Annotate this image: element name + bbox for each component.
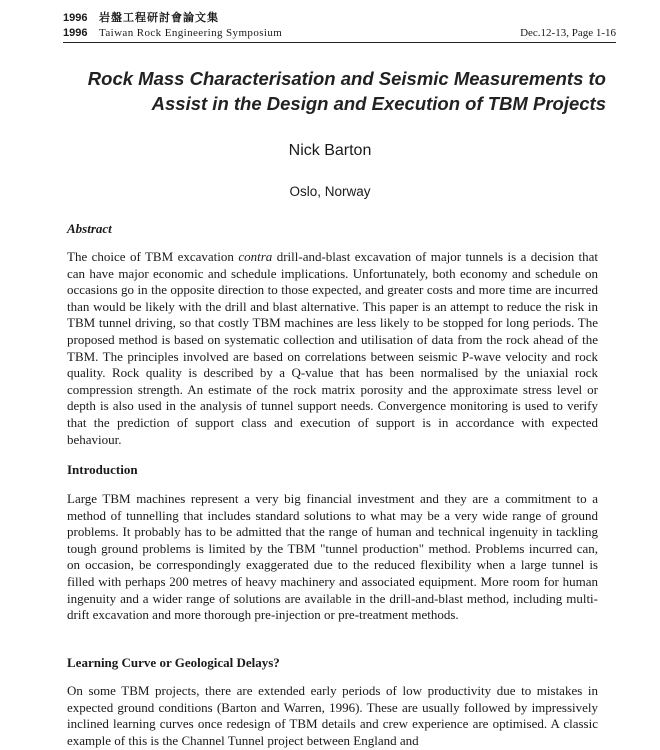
paper-title-line-1: Rock Mass Characterisation and Seismic Measurements to: [87, 68, 606, 89]
abstract-heading: Abstract: [67, 221, 112, 236]
paper-title: [40, 66, 606, 116]
abstract-text-rest: drill-and-blast excavation of major tunnels is a decision that can have major economic and schedule implications. Unfortunately, both economy and schedule on occasions go in the opposite direction to those expected, and greater costs and more time are incurred than would be likely with the drill and blast alternative. This paper is an attempt to reduce the risk in TBM tunnel driving, so that costly TBM machines are less likely to be stopped for long periods. The proposed method is based on systematic collection and utilisation of data from the rock ahead of the TBM. The principles involved are based on correlations between seismic P-wave velocity and rock quality. Rock quality is described by a Q-value that has been normalised by the uniaxial rock compression strength. An estimate of the rock matrix porosity and the approximate stress level or depth is also used in the analysis of tunnel support needs. Convergence monitoring is used to verify that the prediction of support class and execution of support is in accordance with expected behaviour.: [67, 249, 598, 447]
learning-curve-text: On some TBM projects, there are extended early periods of low productivity due to mistakes in expected ground conditions (Barton and Warren, 1996). These are usually followed by impressively inclined learning curves once redesign of TBM details and crew experience are optimised. A classic example of this is the Channel Tunnel project between England and: [67, 683, 598, 748]
abstract-text: [67, 249, 598, 448]
header-row-chinese: [63, 11, 616, 26]
introduction-text: Large TBM machines represent a very big financial investment and they are a commitment to a method of tunnelling that includes standard solutions to what may be a very wide range of ground problems. It probably has to be admitted that the range of human and technical ingenuity in tackling tough ground problems is limited by the TBM "tunnel production" method. Problems incurred can, on occasion, be correspondingly exaggerated due to the reduced flexibility when a large tunnel is filled with perhaps 200 metres of heavy machinery and associated equipment. More room for human ingenuity and a wider range of solutions are available in the drill-and-blast method, including multi-drift excavation and more thorough pre-injection or pre-treatment methods.: [67, 491, 598, 623]
paper-affiliation: Oslo, Norway: [289, 184, 371, 199]
header-chinese-title: 岩盤工程研討會論文集: [99, 12, 219, 24]
introduction-heading: Introduction: [67, 462, 138, 477]
abstract-italic-word: contra: [238, 249, 273, 264]
page-header: [63, 11, 616, 43]
abstract-text-start: The choice of TBM excavation: [67, 249, 239, 264]
paper-author: Nick Barton: [288, 142, 372, 159]
header-symposium: Taiwan Rock Engineering Symposium: [99, 27, 283, 39]
header-page-ref: Dec.12-13, Page 1-16: [520, 27, 616, 39]
header-row-english: [63, 26, 616, 43]
learning-curve-heading: Learning Curve or Geological Delays?: [67, 655, 280, 670]
paper-title-line-2: Assist in the Design and Execution of TBM Projects: [151, 93, 606, 114]
header-year-2: 1996: [63, 27, 88, 39]
header-year: 1996: [63, 12, 88, 24]
